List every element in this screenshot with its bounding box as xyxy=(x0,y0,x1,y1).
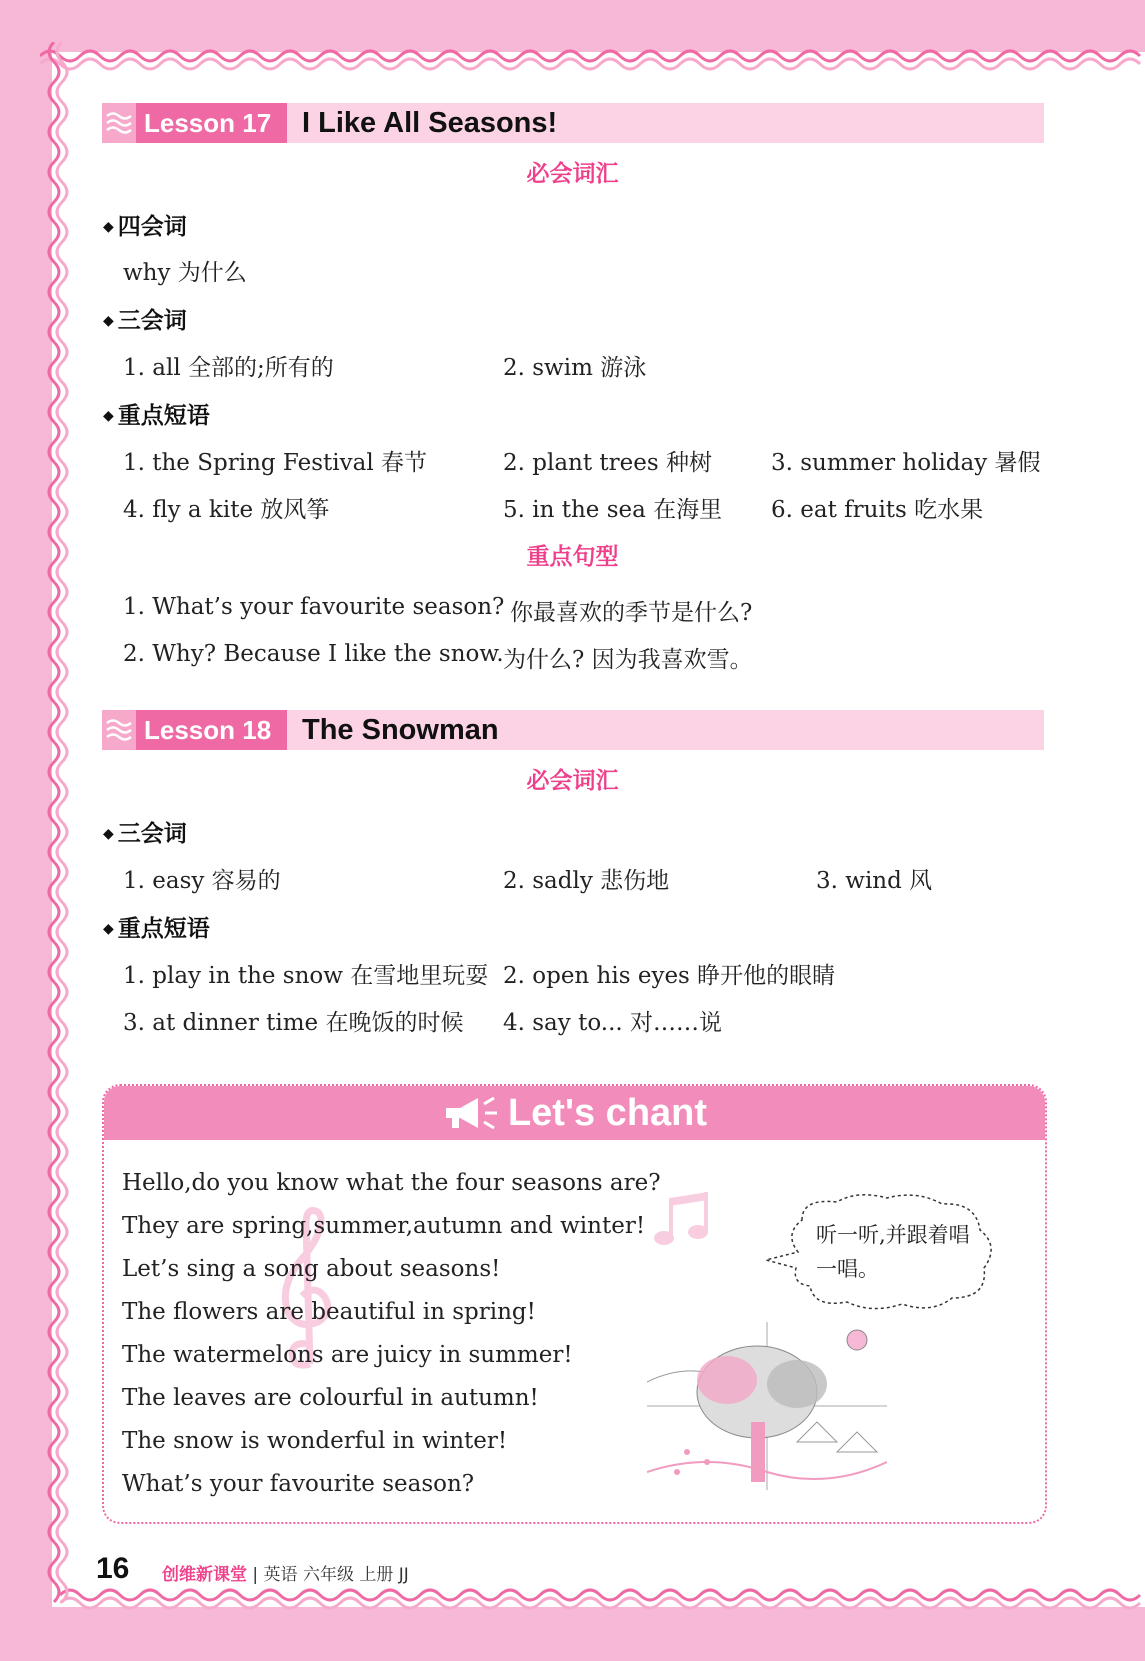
lesson-18-phrase-2: 2. open his eyes 睁开他的眼睛 xyxy=(503,963,836,989)
chant-title-row xyxy=(104,1086,1045,1140)
cat-label: 三会词 xyxy=(117,821,187,847)
diamond-bullet-icon: ◆ xyxy=(103,826,114,842)
lesson-17-phrase-5: 5. in the sea 在海里 xyxy=(503,497,723,523)
cat-label: 三会词 xyxy=(117,308,187,334)
lesson-17-three-word-2: 2. swim 游泳 xyxy=(503,355,647,381)
wave-lines-icon xyxy=(102,103,136,143)
lesson-18-cat-three xyxy=(103,815,187,848)
lesson-18-tag-text: Lesson 18 xyxy=(144,714,272,745)
top-wave-border xyxy=(40,42,1145,72)
cat-label: 重点短语 xyxy=(117,403,210,429)
page-number: 16 xyxy=(96,1552,130,1585)
lesson-18-three-word-2: 2. sadly 悲伤地 xyxy=(503,868,670,894)
lesson-17-four-word: why 为什么 xyxy=(123,260,247,286)
music-note-icon xyxy=(652,1190,716,1250)
lesson-17-phrase-1: 1. the Spring Festival 春节 xyxy=(123,450,427,476)
chant-line: What’s your favourite season? xyxy=(122,1471,475,1497)
lesson-17-phrase-2: 2. plant trees 种树 xyxy=(503,450,712,476)
chant-line: The leaves are colourful in autumn! xyxy=(122,1385,539,1411)
diamond-bullet-icon: ◆ xyxy=(103,313,114,329)
lesson-18-phrase-1: 1. play in the snow 在雪地里玩耍 xyxy=(123,963,489,989)
lesson-17-phrase-6: 6. eat fruits 吃水果 xyxy=(771,497,984,523)
lesson-18-vocab-heading: 必会词汇 xyxy=(526,768,619,794)
left-wave-border xyxy=(40,42,70,1617)
chant-line: Let’s sing a song about seasons! xyxy=(122,1256,501,1282)
lesson-17-tag-text: Lesson 17 xyxy=(144,107,272,138)
speech-bubble-text: 听一听,并跟着唱一唱。 xyxy=(816,1223,970,1281)
lesson-17-cat-three xyxy=(103,302,187,335)
four-seasons-illustration xyxy=(647,1322,887,1490)
chant-title: Let's chant xyxy=(507,1091,708,1134)
wave-lines-icon xyxy=(102,710,136,750)
cat-label: 四会词 xyxy=(117,214,187,240)
lesson-18-phrase-3: 3. at dinner time 在晚饭的时候 xyxy=(123,1010,464,1036)
lesson-18-tag xyxy=(102,710,287,750)
chant-line: Hello,do you know what the four seasons are? xyxy=(122,1170,661,1196)
footer-book-info: 英语 六年级 上册 JJ xyxy=(263,1565,409,1585)
megaphone-icon xyxy=(442,1092,500,1134)
lesson-17-phrase-4: 4. fly a kite 放风筝 xyxy=(123,497,330,523)
footer-divider: | xyxy=(252,1565,264,1585)
lesson-17-title: I Like All Seasons! xyxy=(302,106,558,139)
lesson-18-phrase-4: 4. say to... 对……说 xyxy=(503,1010,723,1036)
lesson-17-sentence-2-zh: 为什么? 因为我喜欢雪。 xyxy=(503,647,753,673)
lesson-17-sentence-1-en: 1. What’s your favourite season? xyxy=(123,594,505,620)
lesson-17-vocab-heading: 必会词汇 xyxy=(526,161,619,187)
diamond-bullet-icon: ◆ xyxy=(103,219,114,235)
diamond-bullet-icon: ◆ xyxy=(103,408,114,424)
chant-box xyxy=(102,1084,1047,1524)
lesson-17-sentence-heading: 重点句型 xyxy=(526,544,619,570)
lesson-17-phrase-3: 3. summer holiday 暑假 xyxy=(771,450,1041,476)
lesson-18-three-word-3: 3. wind 风 xyxy=(816,868,933,894)
lesson-18-cat-phrases xyxy=(103,910,210,943)
lesson-18-header xyxy=(102,710,1044,750)
lesson-17-header xyxy=(102,103,1044,143)
lesson-17-cat-phrases xyxy=(103,397,210,430)
lesson-17-tag xyxy=(102,103,287,143)
lesson-18-title: The Snowman xyxy=(302,713,499,746)
footer-info xyxy=(162,1560,409,1585)
chant-line: The watermelons are juicy in summer! xyxy=(122,1342,573,1368)
diamond-bullet-icon: ◆ xyxy=(103,921,114,937)
lesson-17-cat-four xyxy=(103,208,187,241)
chant-line: The flowers are beautiful in spring! xyxy=(122,1299,536,1325)
cat-label: 重点短语 xyxy=(117,916,210,942)
lesson-18-three-word-1: 1. easy 容易的 xyxy=(123,868,281,894)
lesson-17-three-word-1: 1. all 全部的;所有的 xyxy=(123,355,334,381)
chant-lyrics xyxy=(122,1162,661,1506)
lesson-17-sentence-1-zh: 你最喜欢的季节是什么? xyxy=(510,600,753,626)
chant-line: They are spring,summer,autumn and winter! xyxy=(122,1213,646,1239)
bottom-wave-border xyxy=(60,1585,1145,1615)
chant-line: The snow is wonderful in winter! xyxy=(122,1428,508,1454)
lesson-17-sentence-2-en: 2. Why? Because I like the snow. xyxy=(123,641,504,667)
footer-brand: 创维新课堂 xyxy=(162,1565,247,1585)
